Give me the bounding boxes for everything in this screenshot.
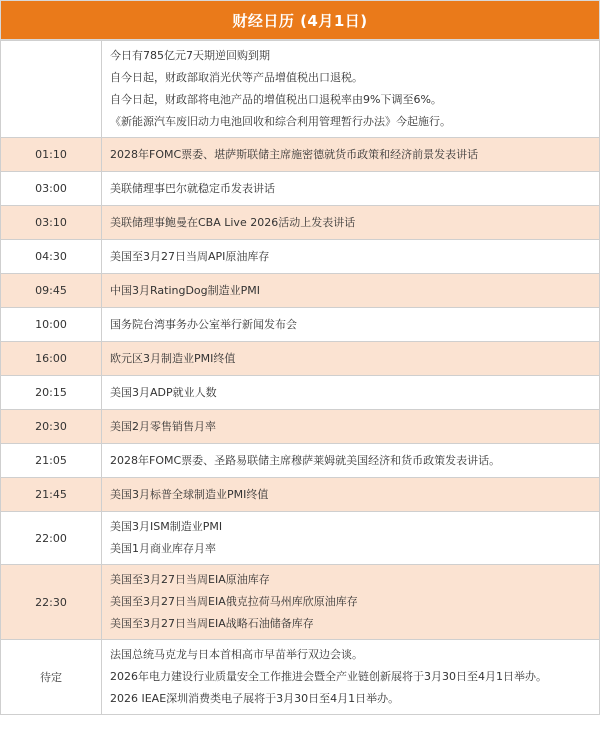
- event-text: 2028年FOMC票委、圣路易联储主席穆萨莱姆就美国经济和货币政策发表讲话。: [110, 454, 501, 467]
- calendar-row: [1, 138, 600, 172]
- event-time: 22:00: [1, 512, 102, 565]
- calendar-row: [1, 410, 600, 444]
- event-time: 04:30: [1, 240, 102, 274]
- calendar-row: [1, 512, 600, 565]
- event-time: 10:00: [1, 308, 102, 342]
- calendar-body: [1, 41, 600, 715]
- event-text: 美国1月商业库存月率: [110, 542, 216, 555]
- event-cell: [102, 172, 600, 206]
- event-time: 03:00: [1, 172, 102, 206]
- event-cell: [102, 308, 600, 342]
- event-text: 2028年FOMC票委、堪萨斯联储主席施密德就货币政策和经济前景发表讲话: [110, 148, 479, 161]
- event-text: 美联储理事巴尔就稳定币发表讲话: [110, 182, 275, 195]
- event-text: 欧元区3月制造业PMI终值: [110, 352, 236, 365]
- event-text: 中国3月RatingDog制造业PMI: [110, 284, 261, 297]
- event-cell: [102, 444, 600, 478]
- event-cell: [102, 342, 600, 376]
- calendar-row: [1, 640, 600, 715]
- event-text: 美国至3月27日当周EIA原油库存: [110, 573, 270, 586]
- event-cell: [102, 41, 600, 138]
- event-text: 今日有785亿元7天期逆回购到期: [110, 49, 270, 62]
- calendar-row: [1, 565, 600, 640]
- event-time: [1, 41, 102, 138]
- event-time: 16:00: [1, 342, 102, 376]
- event-text: 美国至3月27日当周EIA俄克拉荷马州库欣原油库存: [110, 595, 358, 608]
- event-text: 《新能源汽车废旧动力电池回收和综合利用管理暂行办法》今起施行。: [110, 115, 451, 128]
- event-text: 美国2月零售销售月率: [110, 420, 216, 433]
- event-time: 21:45: [1, 478, 102, 512]
- calendar-row: [1, 376, 600, 410]
- event-cell: [102, 478, 600, 512]
- calendar-row: [1, 172, 600, 206]
- calendar-row: [1, 240, 600, 274]
- event-text: 美国3月标普全球制造业PMI终值: [110, 488, 269, 501]
- calendar-table: [0, 40, 600, 715]
- calendar-row: [1, 274, 600, 308]
- calendar-row: [1, 41, 600, 138]
- event-text: 法国总统马克龙与日本首相高市早苗举行双边会谈。: [110, 648, 363, 661]
- event-cell: [102, 240, 600, 274]
- event-text: 2026 IEAE深圳消费类电子展将于3月30日至4月1日举办。: [110, 692, 400, 705]
- event-text: 美国至3月27日当周API原油库存: [110, 250, 270, 263]
- event-text: 美国至3月27日当周EIA战略石油储备库存: [110, 617, 314, 630]
- event-text: 2026年电力建设行业质量安全工作推进会暨全产业链创新展将于3月30日至4月1日举办。: [110, 670, 547, 683]
- event-cell: [102, 640, 600, 715]
- event-time: 22:30: [1, 565, 102, 640]
- event-cell: [102, 138, 600, 172]
- calendar-row: [1, 444, 600, 478]
- event-cell: [102, 565, 600, 640]
- event-cell: [102, 376, 600, 410]
- event-time: 20:30: [1, 410, 102, 444]
- event-time: 03:10: [1, 206, 102, 240]
- calendar-row: [1, 478, 600, 512]
- calendar-row: [1, 308, 600, 342]
- event-text: 美联储理事鲍曼在CBA Live 2026活动上发表讲话: [110, 216, 356, 229]
- event-text: 美国3月ISM制造业PMI: [110, 520, 223, 533]
- event-text: 美国3月ADP就业人数: [110, 386, 217, 399]
- calendar-row: [1, 206, 600, 240]
- calendar-row: [1, 342, 600, 376]
- event-time: 01:10: [1, 138, 102, 172]
- event-time: 20:15: [1, 376, 102, 410]
- event-cell: [102, 512, 600, 565]
- event-cell: [102, 274, 600, 308]
- event-cell: [102, 206, 600, 240]
- event-time: 待定: [1, 640, 102, 715]
- event-text: 自今日起，财政部取消光伏等产品增值税出口退税。: [110, 71, 363, 84]
- event-time: 21:05: [1, 444, 102, 478]
- event-time: 09:45: [1, 274, 102, 308]
- calendar-title: 财经日历 (4月1日): [0, 0, 600, 40]
- event-text: 国务院台湾事务办公室举行新闻发布会: [110, 318, 297, 331]
- event-text: 自今日起，财政部将电池产品的增值税出口退税率由9%下调至6%。: [110, 93, 442, 106]
- event-cell: [102, 410, 600, 444]
